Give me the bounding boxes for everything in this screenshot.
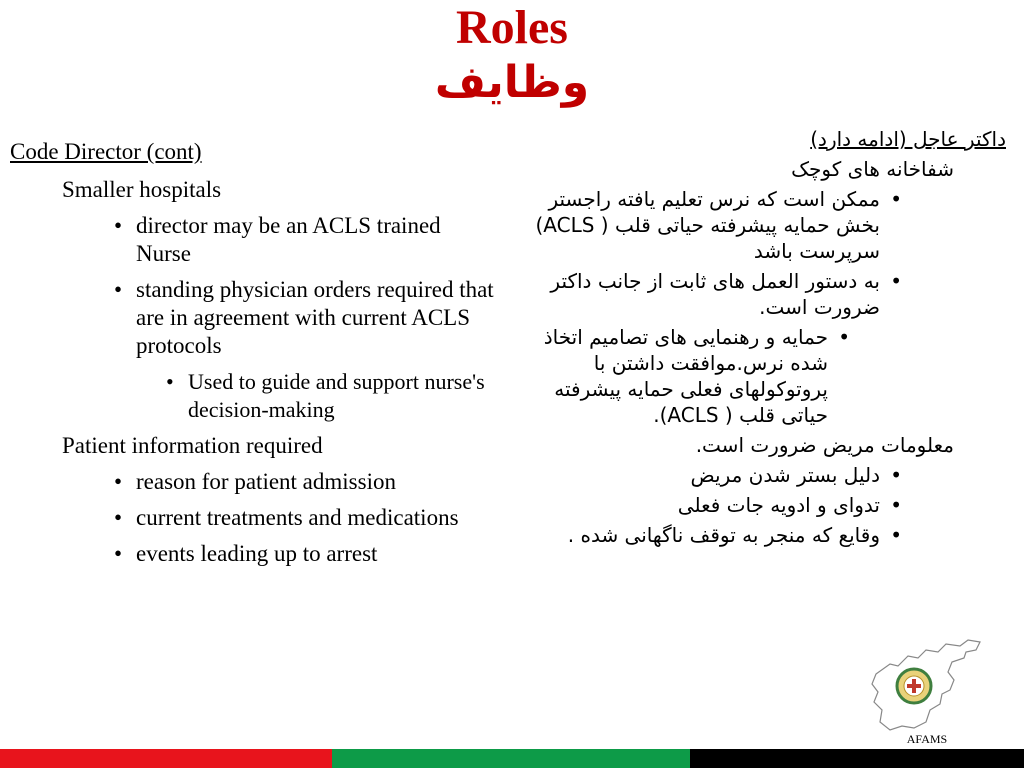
footer-bar-black	[690, 749, 1024, 768]
english-bullet: • reason for patient admission	[114, 468, 500, 496]
english-bullet: • standing physician orders required that are in agreement with current ACLS protocols	[114, 276, 500, 360]
dari-bullet: • ممکن است که نرس تعلیم یافته راجستر بخش حمایه پیشرفته حیاتی قلب ( ACLS) سرپرست باشد	[506, 186, 902, 264]
dari-sub-bullet: • حمایه و رهنمایی های تصامیم اتخاذ شده نرس.موافقت داشتن با پروتوکولهای فعلی حمایه پیشرفته حیاتی قلب ( ACLS).	[506, 324, 850, 428]
slide-title-dari: وظایف	[434, 57, 590, 108]
english-sub-bullet: • Used to guide and support nurse's decision-making	[166, 368, 500, 424]
footer-bar-green	[332, 749, 690, 768]
english-content-column	[10, 138, 500, 576]
english-heading: Code Director (cont)	[10, 139, 202, 164]
english-bullet: • director may be an ACLS trained Nurse	[114, 212, 500, 268]
english-bullet: • current treatments and medications	[114, 504, 500, 532]
slide-title-english: Roles	[456, 1, 568, 54]
english-bullet: • events leading up to arrest	[114, 540, 500, 568]
dari-section-label: معلومات مریض ضرورت است.	[695, 433, 954, 457]
dari-content-column	[506, 126, 1006, 552]
footer-bar-red	[0, 749, 332, 768]
dari-heading: داکتر عاجل (ادامه دارد)	[810, 127, 1006, 151]
dari-bullet: • به دستور العمل های ثابت از جانب داکتر ضرورت است.	[506, 268, 902, 320]
afams-label: AFAMS	[906, 732, 948, 746]
dari-bullet: • تدوای و ادویه جات فعلی	[506, 492, 902, 518]
dari-section-label: شفاخانه های کوچک	[791, 157, 954, 181]
dari-bullet: • دلیل بستر شدن مریض	[506, 462, 902, 488]
dari-bullet: • وقایع که منجر به توقف ناگهانی شده .	[506, 522, 902, 548]
english-section-label: Smaller hospitals	[62, 177, 222, 202]
english-section-label: Patient information required	[62, 433, 323, 458]
afghanistan-map-logo	[868, 636, 986, 736]
